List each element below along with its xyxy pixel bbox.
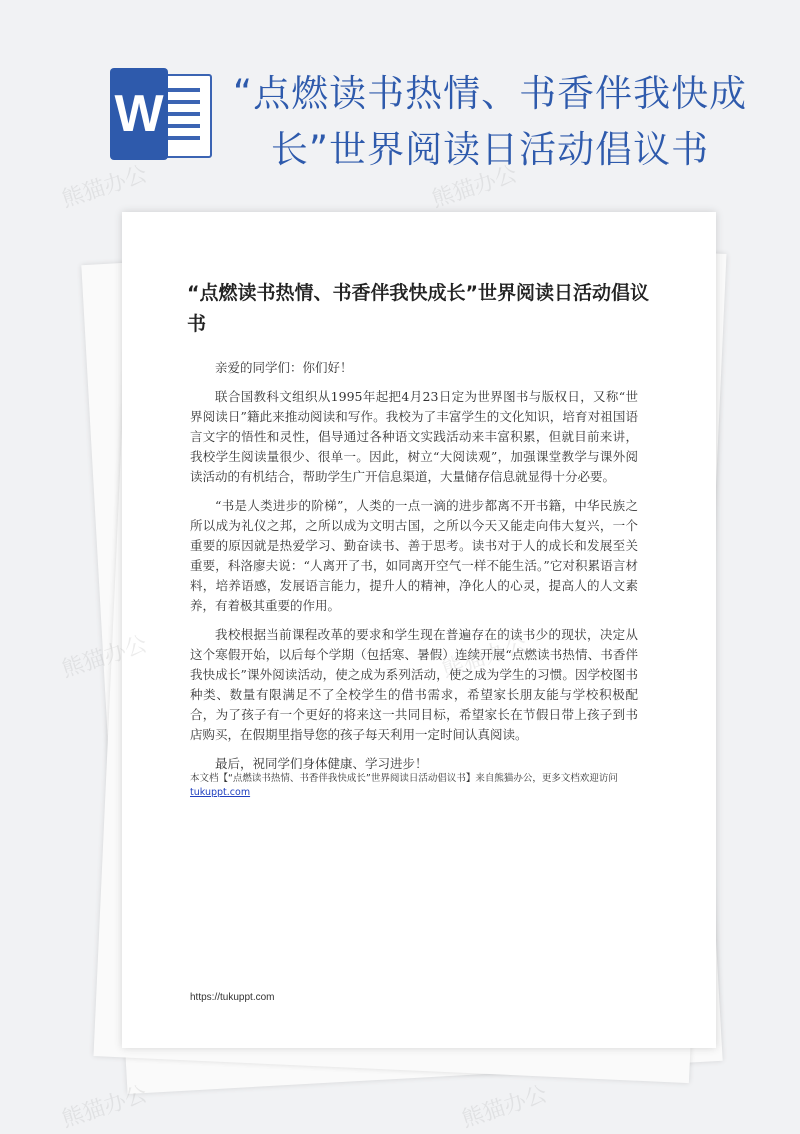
source-note-text: 本文档【“点燃读书热情、书香伴我快成长”世界阅读日活动倡议书】来自熊猫办公，更多文档欢迎访问 — [190, 773, 618, 784]
watermark: 熊猫办公 — [58, 161, 151, 213]
word-letter-badge: W — [110, 68, 168, 160]
banner — [0, 0, 800, 215]
source-note — [190, 772, 650, 800]
paragraph: 联合国教科文组织从1995年起把4月23日定为世界图书与版权日，又称“世界阅读日”籍此来推动阅读和写作。我校为了丰富学生的文化知识，培育对祖国语言文字的悟性和灵性，倡导通过各种语文实践活动来丰富积累，但就目前来讲，我校学生阅读量很少、很单一。因此，树立“大阅读观”，加强课堂教学与课外阅读活动的有机结合，帮助学生广开信息渠道，大量储存信息就显得十分必要。 — [190, 389, 638, 484]
watermark: 熊猫办公 — [58, 1081, 151, 1133]
paragraph-closing: 最后，祝同学们身体健康、学习进步！ — [215, 756, 428, 771]
word-document-icon — [110, 68, 212, 160]
page-footer-url: https://tukuppt.com — [190, 992, 275, 1003]
paragraph-greeting: 亲爱的同学们：你们好！ — [215, 360, 353, 375]
source-link[interactable]: tukuppt.com — [190, 787, 251, 798]
watermark: 熊猫办公 — [458, 1081, 551, 1133]
document-page — [122, 212, 716, 1048]
paragraph: 我校根据当前课程改革的要求和学生现在普遍存在的读书少的现状，决定从这个寒假开始，以后每个学期（包括寒、暑假）连续开展“点燃读书热情、书香伴我快成长”课外阅读活动，使之成为系列活动，使之成为学生的习惯。因学校图书种类、数量有限满足不了全校学生的借书需求，希望家长朋友能与学校积极配合，为了孩子有一个更好的将来这一共同目标，希望家长在节假日带上孩子到书店购买，在假期里指导您的孩子每天利用一定时间认真阅读。 — [190, 627, 638, 742]
document-title: “点燃读书热情、书香伴我快成长”世界阅读日活动倡议书 — [187, 282, 649, 335]
banner-title: “点燃读书热情、书香伴我快成长”世界阅读日活动倡议书 — [232, 72, 748, 171]
paragraph: “书是人类进步的阶梯”，人类的一点一滴的进步都离不开书籍，中华民族之所以成为礼仪之邦，之所以成为文明古国，之所以今天又能走向伟大复兴，一个重要的原因就是热爱学习、勤奋读书、善于思考。读书对于人的成长和发展至关重要，科洛廖夫说：“人离开了书，如同离开空气一样不能生活。”它对积累语言材料，培养语感，发展语言能力，提升人的精神，净化人的心灵，提高人的人文素养，有着极其重要的作用。 — [190, 498, 638, 613]
watermark: 熊猫办公 — [428, 161, 521, 213]
document-body — [190, 358, 638, 783]
